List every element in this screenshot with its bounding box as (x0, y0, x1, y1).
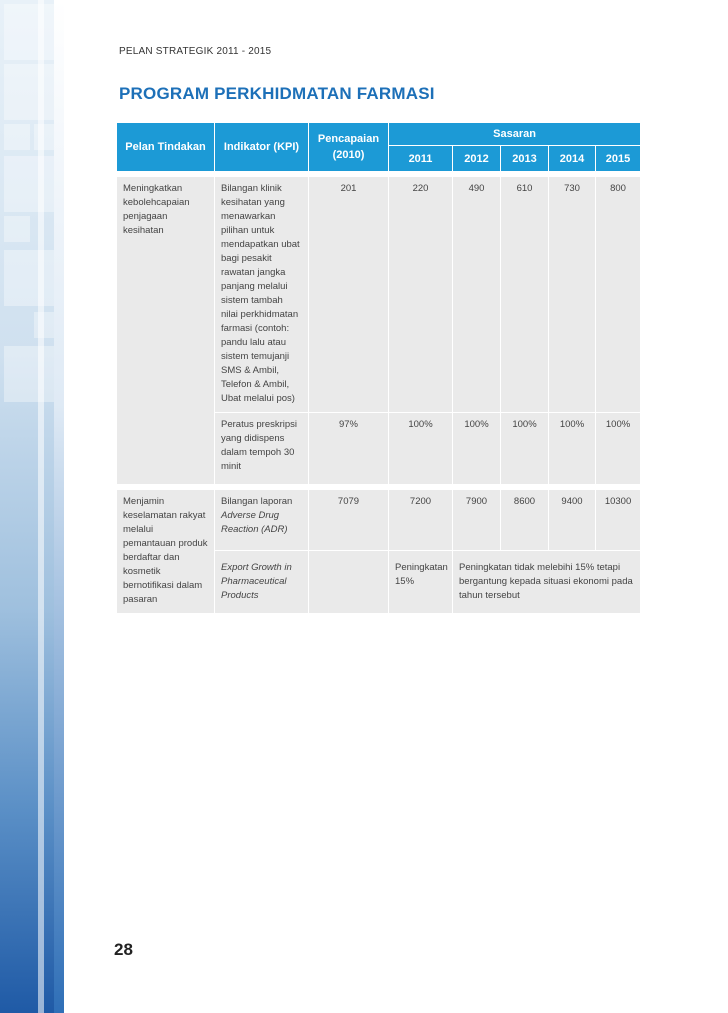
cell-target-2014: 730 (549, 177, 596, 413)
page-number: 28 (114, 940, 133, 959)
header-indikator: Indikator (KPI) (215, 123, 309, 172)
cell-target-2011: 220 (389, 177, 453, 413)
cell-target-2012-2015: Peningkatan tidak melebihi 15% tetapi bergantung kepada situasi ekonomi pada tahun tersebut (453, 551, 641, 614)
cell-pencapaian: 201 (309, 177, 389, 413)
cell-target-2014: 100% (549, 413, 596, 485)
cell-target-2012: 7900 (453, 490, 501, 551)
cell-target-2014: 9400 (549, 490, 596, 551)
header-pelan-tindakan: Pelan Tindakan (117, 123, 215, 172)
cell-target-2015: 10300 (596, 490, 641, 551)
cell-target-2011: Peningkatan 15% (389, 551, 453, 614)
strategic-plan-table (116, 122, 641, 614)
header-sasaran: Sasaran (389, 123, 641, 146)
cell-pencapaian: 97% (309, 413, 389, 485)
header-year-2015: 2015 (596, 146, 641, 172)
header-year-2013: 2013 (501, 146, 549, 172)
cell-target-2015: 800 (596, 177, 641, 413)
cell-pencapaian (309, 551, 389, 614)
cell-target-2013: 100% (501, 413, 549, 485)
cell-kpi: Export Growth in Pharmaceutical Products (215, 551, 309, 614)
header-pencapaian: Pencapaian (2010) (309, 123, 389, 172)
cell-target-2013: 610 (501, 177, 549, 413)
header-year-2011: 2011 (389, 146, 453, 172)
cell-kpi-text: Bilangan laporan (221, 496, 293, 507)
cell-target-2015: 100% (596, 413, 641, 485)
cell-kpi: Bilangan klinik kesihatan yang menawarkan pilihan untuk mendapatkan ubat bagi pesakit rawatan jangka panjang melalui sistem tambah nilai perkhidmatan farmasi (contoh: pandu lalu atau sistem temujanji SMS & Ambil, Telefon & Ambil, Ubat melalui pos) (215, 177, 309, 413)
table-row (117, 177, 641, 413)
cell-target-2011: 7200 (389, 490, 453, 551)
cell-kpi-italic: Adverse Drug Reaction (ADR) (221, 510, 288, 535)
cell-target-2013: 8600 (501, 490, 549, 551)
header-year-2014: 2014 (549, 146, 596, 172)
cell-kpi (215, 490, 309, 551)
decorative-side-band (0, 0, 64, 1013)
running-head: PELAN STRATEGIK 2011 - 2015 (119, 46, 272, 57)
cell-target-2011: 100% (389, 413, 453, 485)
cell-kpi: Peratus preskripsi yang didispens dalam tempoh 30 minit (215, 413, 309, 485)
cell-target-2012: 490 (453, 177, 501, 413)
cell-pelan: Meningkatkan kebolehcapaian penjagaan kesihatan (117, 177, 215, 485)
cell-pencapaian: 7079 (309, 490, 389, 551)
header-year-2012: 2012 (453, 146, 501, 172)
table-row (117, 490, 641, 551)
cell-pelan: Menjamin keselamatan rakyat melalui pemantauan produk berdaftar dan kosmetik bernotifikasi dalam pasaran (117, 490, 215, 614)
cell-target-2012: 100% (453, 413, 501, 485)
section-title: PROGRAM PERKHIDMATAN FARMASI (119, 84, 435, 103)
